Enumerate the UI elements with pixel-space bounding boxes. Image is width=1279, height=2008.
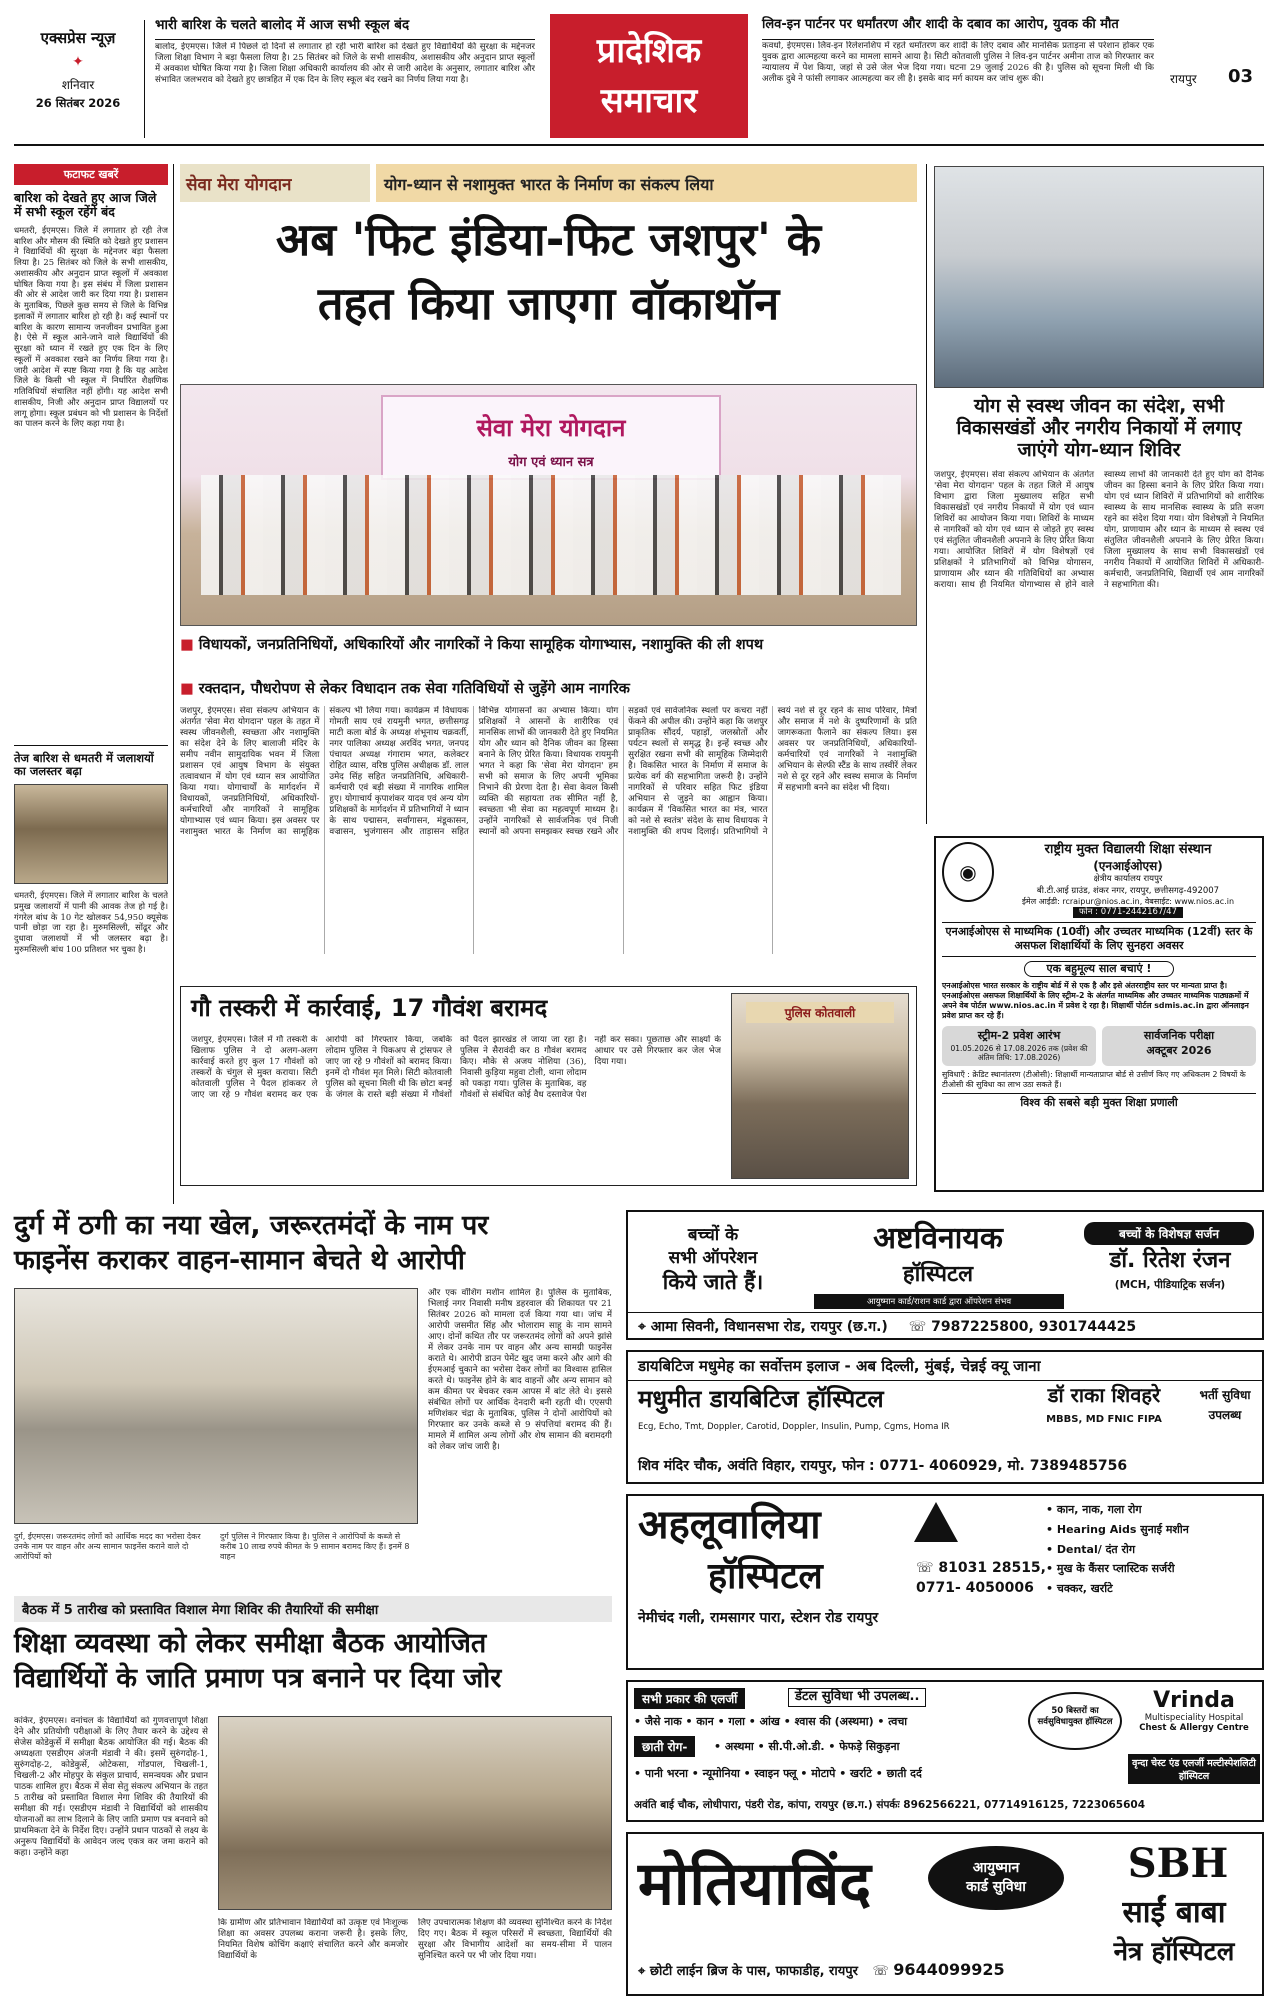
durg-caption-2: दुर्ग पुलिस ने गिरफ्तार किया है। पुलिस ने आरोपियों के कब्जे से करीब 10 लाख रुपये कीमत के 9 सामान बरामद किए हैं। इनमें 8 वाहन (220, 1532, 410, 1561)
nios-phone: फोन : 0771-2442167/47 (1073, 907, 1183, 918)
vrinda-hindi-name: वृन्दा चेस्ट एंड एलर्जी मल्टीस्पेशलिटी हॉस्पिटल (1128, 1754, 1260, 1784)
durg-story-body: और एक वॉशिंग मशीन शामिल है। पुलिस के मुताबिक, भिलाई नगर निवासी मनीष डहरवाल की शिकायत पर 21 सितंबर 2026 को मामला दर्ज किया गया था। जांच में आरोपी जसमीत सिंह और भोलाराम साहू के नाम सामने आए। दोनों कथित तौर पर जरूरतमंद लोगों को अपने झांसे में लेकर उनके नाम पर वाहन और अन्य सामग्री फाइनेंस कराते थे। आरोपी डाउन पेमेंट खुद जमा करने और आगे की ईएमआई चुकाने का भरोसा देकर लोगों का विश्वास हासिल करते थे। फाइनेंस होने के बाद वाहनों और अन्य सामान को कम कीमत पर बेचकर रकम आपस में बांट लेते थे। इससे संबंधित लोगों पर आर्थिक देनदारी बनी रहती थी। एएसपी मणिशंकर चंद्रा के मुताबिक, पुलिस ने दोनों आरोपियों को गिरफ्तार कर उनके कब्जे से 9 संपत्तियां बरामद की हैं। मामले में शामिल अन्य लोगों और शेष सामान की बरामदगी को लेकर जांच जारी है। (428, 1288, 612, 1452)
location-pin-icon: ⌖ (638, 1964, 650, 1979)
ahlu-address: नेमीचंद गली, रामसागर पारा, स्टेशन रोड रायपुर (638, 1610, 879, 1626)
edu-kicker: बैठक में 5 तारीख को प्रस्तावित विशाल मेगा शिविर की तैयारियों की समीक्षा (14, 1596, 612, 1622)
vrinda-line-2: • अस्थमा • सी.पी.ओ.डी. • फेफड़े सिकुड़ना (714, 1740, 900, 1753)
tag-seva: सेवा मेरा योगदान (180, 164, 370, 202)
nios-title: राष्ट्रीय मुक्त विद्यालयी शिक्षा संस्थान (1044, 842, 1212, 857)
ahlu-service: • कान, नाक, गला रोग (1046, 1503, 1142, 1516)
city-label: रायपुर (1170, 72, 1197, 86)
brand-name: एक्सप्रेस न्यूज़ (40, 29, 116, 47)
sidebar-label: फटाफट खबरें (14, 164, 168, 185)
nios-exam-box (1102, 1026, 1256, 1066)
ahlu-service: • Dental/ दंत रोग (1046, 1542, 1136, 1556)
sai-phone: 9644099925 (893, 1960, 1005, 1979)
arrest-photo (731, 993, 909, 1179)
ad-ashtavinayak (626, 1210, 1264, 1340)
stage-banner (381, 395, 721, 480)
ashta-footer (628, 1312, 1262, 1338)
madhu-bharti: भर्ती सुविधा (1199, 1388, 1251, 1402)
ashta-left-2: सभी ऑपरेशन (668, 1248, 758, 1268)
ahlu-logo-icon (914, 1502, 958, 1542)
dam-photo (14, 784, 168, 884)
top-left-headline: भारी बारिश के चलते बालोद में आज सभी स्कूल बंद (155, 17, 410, 33)
issue-date: 26 सितंबर 2026 (35, 96, 121, 110)
vrinda-sub: Multispeciality Hospital (1144, 1713, 1244, 1723)
top-right-body: कवर्धा, ईएमएस। लिव-इन रिलेशनशिप में रहते धर्मांतरण कर शादी के लिए दबाव और मानसिक प्रताड़ना से परेशान होकर एक युवक द्वारा आत्महत्या करने का मामला सामने आया है। सिटी कोतवाली पुलिस ने लिव-इन पार्टनर अमीना ताज को गिरफ्तार कर न्यायालय में पेश किया, जहां से उसे जेल भेज दिया गया। घटना 29 जुलाई 2026 की है। पुलिस को सूचना मिली थी कि अलीक दुबे ने फांसी लगाकर आत्महत्या कर ली है। इसके बाद मर्ग कायम कर जांच शुरू की। (762, 40, 1154, 84)
nios-details: एनआईओएस भारत सरकार के राष्ट्रीय बोर्ड में से एक है और इसे अंतरराष्ट्रीय स्तर पर मान्यता प्राप्त है। एनआईओएस असफल शिक्षार्थियों के लिए स्ट्रीम-2 के अंतर्गत माध्यमिक और उच्चतर माध्यमिक पाठ्यक्रमों में अपने वेब पोर्टल www.nios.ac.in में प्रवेश दे रहा है। शिक्षार्थी पोर्टल sdmis.ac.in द्वारा ऑनलाइन प्रवेश प्राप्त कर रहे हैं। (942, 980, 1249, 1021)
edu-headline-line1: शिक्षा व्यवस्था को लेकर समीक्षा बैठक आयोजित (14, 1628, 487, 1659)
vrinda-tag-allergy: सभी प्रकार की एलर्जी (634, 1688, 745, 1709)
ahlu-phone-1: ☏ 81031 28515, (916, 1560, 1046, 1576)
location-pin-icon: ⌖ (638, 1319, 651, 1335)
vrinda-name: Vrinda (1153, 1688, 1235, 1713)
nios-advertisement (934, 836, 1264, 1192)
sai-card-badge (928, 1846, 1064, 1910)
madhu-doctor: डॉ राका शिवहरे (1047, 1383, 1161, 1407)
section-title-box (550, 14, 748, 138)
ad-madhumeet (626, 1350, 1264, 1484)
bullet-square-icon: ■ (180, 637, 199, 653)
nios-stream-box (942, 1026, 1096, 1066)
sai-hospital-1: साईं बाबा (1122, 1895, 1226, 1930)
nios-footer: विश्व की सबसे बड़ी मुक्त शिक्षा प्रणाली (942, 1093, 1256, 1110)
ahlu-service: • मुख के कैंसर प्लास्टिक सर्जरी (1046, 1562, 1175, 1576)
edu-body-3: लिए उपचारात्मक शिक्षण की व्यवस्था सुनिश्चित करने के निर्देश दिए गए। बैठक में स्कूल परिसरों में स्वच्छता, विद्यार्थियों की सुरक्षा और विभागीय आदेशों का समय-सीमा में पालन सुनिश्चित करने पर भी जोर दिया गया। (418, 1918, 612, 1961)
sai-cataract: मोतियाबिंद (638, 1849, 872, 1919)
vrinda-line-1: • जैसे नाक • कान • गला • आंख • श्वास की (अस्थमा) • त्वचा (634, 1715, 908, 1728)
phone-icon: ☏ (872, 1964, 894, 1979)
sai-footer (638, 1960, 1078, 1979)
sidebar-headline-1: बारिश को देखते हुए आज जिले में सभी स्कूल रहेंगे बंद (14, 190, 157, 220)
bullet-2-text: रक्तदान, पौधरोपण से लेकर विधादान तक सेवा गतिविधियों से जुड़ेंगे आम नागरिक (198, 681, 630, 697)
ashta-strip: आयुष्मान कार्ड/राशन कार्ड द्वारा ऑपरेशन संभव (814, 1294, 1064, 1309)
education-story (14, 1596, 612, 1996)
top-right-story (762, 18, 1154, 138)
top-left-story (155, 18, 535, 138)
sai-card-2: कार्ड सुविधा (966, 1879, 1026, 1895)
top-left-body: बालोद, ईएमएस। जिले में पिछले दो दिनों से लगातार हो रही भारी बारिश को देखते हुए विद्यार्थियों की सुरक्षा के मद्देनजर जिला शिक्षा विभाग ने बड़ा फैसला लिया है। 25 सितंबर को जिले के सभी शासकीय, अशासकीय और अनुदान प्राप्त स्कूलों में अवकाश घोषित किया गया है। जिला शिक्षा अधिकारी कार्यालय की ओर से जारी आदेश के अनुसार, लगातार बारिश और संभावित जलभराव को देखते हुए छात्रहित में एक दिन के लिए स्कूल बंद रखने का निर्णय लिया गया है। (155, 41, 535, 85)
nios-title-abbr: (एनआईओएस) (1093, 858, 1163, 873)
nios-stream-dates: 01.05.2026 से 17.08.2026 तक (प्रवेश की अंतिम तिथि: 17.08.2026) (950, 1043, 1088, 1063)
ad-vrinda (626, 1680, 1264, 1822)
phone-icon: ☏ (908, 1319, 932, 1335)
vrinda-logo (1128, 1688, 1260, 1733)
madhu-avail: उपलब्ध (1208, 1408, 1242, 1422)
durg-story (14, 1210, 612, 1590)
ashta-left-text (638, 1222, 788, 1296)
banner-title: सेवा मेरा योगदान (476, 414, 626, 442)
sai-address: छोटी लाईन ब्रिज के पास, फाफाडीह, रायपुर (649, 1964, 858, 1979)
brand-ornament-icon: ✦ (72, 54, 84, 70)
durg-headline-line1: दुर्ग में ठगी का नया खेल, जरूरतमंदों के नाम पर (14, 1210, 489, 1241)
main-story (180, 164, 917, 980)
main-headline-line2: तहत किया जाएगा वॉकाथॉन (317, 277, 780, 330)
vrinda-tag-dental: डेंटल सुविधा भी उपलब्ध.. (788, 1688, 926, 1707)
vrinda-beds: 50 बिस्तरों का सर्वसुविधायुक्त हॉस्पिटल (1028, 1692, 1122, 1750)
edu-body-2: कि ग्रामीण और प्रतिभावान विद्यार्थियों को उत्कृष्ट एवं निःशुल्क शिक्षा का अवसर उपलब्ध कराना जरूरी है। इसके लिए, नियमित विशेष कोचिंग कक्षाएं संचालित करने और कमजोर विद्यार्थियों के (218, 1918, 408, 1961)
nios-exam: सार्वजनिक परीक्षा (1143, 1029, 1215, 1043)
cow-story-headline: गौ तस्करी में कार्रवाई, 17 गौवंश बरामद (191, 994, 548, 1022)
ashta-left-1: बच्चों के (687, 1225, 739, 1245)
sai-hospital-2: नेत्र हॉस्पिटल (1113, 1937, 1235, 1967)
ahlu-phone-2: 0771- 4050006 (916, 1580, 1034, 1596)
durg-caption-1: दुर्ग, ईएमएस। जरूरतमंद लोगों को आर्थिक मदद का भरोसा देकर उनके नाम पर वाहन और अन्य सामान फाइनेंस कराने वाले दो आरोपियों को (14, 1532, 201, 1561)
right-story-body: जशपुर, ईएमएस। सेवा संकल्प अभियान के अंतर्गत 'सेवा मेरा योगदान' पहल के तहत जिले में आयुष विभाग द्वारा जिला मुख्यालय सहित सभी विकासखंडों एवं नगरीय निकायों में योग एवं ध्यान शिविरों का आयोजन किया गया। शिविरों के माध्यम से नागरिकों को योग एवं ध्यान से जोड़ते हुए स्वस्थ एवं संतुलित जीवनशैली अपनाने के लिए प्रेरित किया गया। आयोजित शिविरों में योग विशेषज्ञों एवं प्रशिक्षकों ने प्रतिभागियों को विभिन्न योगासन, प्राणायाम और ध्यान की गतिविधियों का अभ्यास कराया। साथ ही नियमित योगाभ्यास से होने वाले स्वास्थ्य लाभों की जानकारी देते हुए योग को दैनिक जीवन का हिस्सा बनाने के लिए प्रेरित किया गया। योग एवं ध्यान शिविरों में प्रतिभागियों को शारीरिक स्वास्थ्य के साथ मानसिक स्वास्थ्य के प्रति सजग रहने का संदेश दिया गया। योग विशेषज्ञों ने नियमित योग, प्राणायाम और ध्यान के माध्यम से स्वस्थ एवं संतुलित जीवनशैली अपनाने के लिए प्रेरित किया। जिला मुख्यालय के साथ सभी विकासखंडों एवं नगरीय निकायों में आयोजित शिविरों में अधिकारी-कर्मचारी, जनप्रतिनिधि, विद्यार्थी एवं आम नागरिकों ने सहभागिता की। (934, 469, 1264, 590)
banner-subtitle: योग एवं ध्यान सत्र (508, 455, 594, 470)
ashta-name: अष्टविनायक (873, 1221, 1003, 1256)
ashta-badge: बच्चों के विशेषज्ञ सर्जन (1084, 1222, 1254, 1245)
nios-logo-icon: ◉ (942, 842, 994, 902)
nios-exam-date: अक्टूबर 2026 (1146, 1043, 1212, 1057)
ahlu-service: • चक्कर, खर्राटे (1046, 1582, 1113, 1596)
ad-saibaba (626, 1832, 1264, 1996)
nios-email: ईमेल आईडी: rcraipur@nios.ac.in, वेबसाईट: www.nios.ac.in (1021, 896, 1235, 906)
review-meeting-photo (218, 1716, 612, 1910)
durg-headline-line2: फाइनेंस कराकर वाहन-सामान बेचते थे आरोपी (14, 1245, 465, 1277)
madhu-address: शिव मंदिर चौक, अवंति विहार, रायपुर, फोन : 0771- 4060929, मो. 7389485756 (638, 1458, 1128, 1474)
vrinda-tag-chest: छाती रोग- (634, 1736, 695, 1757)
seized-vehicles-photo (14, 1288, 418, 1524)
cow-story-body: जशपुर, ईएमएस। जिले में गौ तस्करी के खिलाफ पुलिस ने दो अलग-अलग कार्रवाई करते हुए कुल 17 गौवंशों को तस्करों के चंगुल से मुक्त कराया। सिटी कोतवाली पुलिस ने पैदल हांककर ले जाए जा रहे 9 गौवंश बरामद कर एक आरोपी को गिरफ्तार किया, जबकि लोदाम पुलिस ने पिकअप से ट्रांसफर ले जाए जा रहे 9 गौवंशों को बरामद किया। इनमें दो गौवंश मृत मिले। सिटी कोतवाली पुलिस को सूचना मिली थी कि छोटा बनई के जंगल के रास्ते बड़ी संख्या में गौवंशों को पैदल झारखंड ले जाया जा रहा है। पुलिस ने सैरावंदी कर 8 गौवंश बरामद किए। मौके से अजय नोशिया (36), निवासी कुड़िया महुवा टोली, थाना लोदाम को पकड़ा गया। पुलिस के मुताबिक, वह गौवंशों से संबंधित कोई वैध दस्तावेज पेश नहीं कर सका। पूछताछ और साक्ष्यों के आधार पर उसे गिरफ्तार कर जेल भेज दिया गया। (191, 1035, 721, 1100)
sai-logo: SBH (1127, 1840, 1229, 1887)
right-yoga-story (934, 166, 1264, 822)
nios-chance: एक बहुमूल्य साल बचाएं ! (1024, 961, 1174, 977)
madhu-top: डायबिटिज मधुमेह का सर्वोत्तम इलाज - अब दिल्ली, मुंबई, चेन्नई क्यू जाना (628, 1352, 1262, 1381)
bullet-2 (180, 678, 917, 700)
bullet-square-icon: ■ (180, 681, 199, 697)
madhu-degree: MBBS, MD FNIC FIPA (1046, 1414, 1162, 1425)
issue-day: शनिवार (61, 78, 95, 92)
participants-row (201, 475, 901, 595)
phone-icon: ☏ (916, 1560, 939, 1576)
masthead (0, 0, 1279, 145)
brand-block (18, 18, 138, 128)
cow-smuggling-story (180, 986, 917, 1186)
bullet-1-text: विधायकों, जनप्रतिनिधियों, अधिकारियों और नागरिकों ने किया सामूहिक योगाभ्यास, नशामुक्ति की ली शपथ (198, 637, 764, 653)
ashta-doctor: डॉ. रितेश रंजन (1109, 1248, 1231, 1273)
nios-office: क्षेत्रीय कार्यालय रायपुर (1093, 874, 1163, 885)
vrinda-line-3: • पानी भरना • न्यूमोनिया • स्वाइन फ्लू • मोटापे • खर्राटे • छाती दर्द (634, 1767, 922, 1780)
edu-body-1: कांकेर, ईएमएस। वनांचल के विद्यार्थियों को गुणवत्तापूर्ण शिक्षा देने और प्रतियोगी परीक्षाओं के लिए तैयार करने के उद्देश्य से सेजेस कोडेकुर्से में समीक्षा बैठक आयोजित की गई। बैठक की अध्यक्षता एसडीएम अंजनी मंडावी ने की। इसमें सुरुंगदोह-1, सुरुंगदोह-2, कोडेकुर्से, ओटेकसा, गोंडपाल, चिखली-1, चिखली-2 और मोहपुर के संकुल प्राचार्य, समन्वयक और प्रधान पाठक शामिल हुए। बैठक में सेवा सेतु संकल्प अभियान के तहत 5 तारीख को प्रस्तावित विशाल मेगा शिविर की तैयारियों की समीक्षा की गई। एसडीएम मंडावी ने विद्यार्थियों को शासकीय योजनाओं का लाभ दिलाने के लिए जाति प्रमाण पत्र बनवाने को प्राथमिकता देने के निर्देश दिए। उन्होंने प्रधान पाठकों से लक्ष्य के अनुरूप विद्यार्थियों के आवेदन जल्द एकत्र कर जमा कराने को कहा। उन्होंने कहा (14, 1716, 208, 1858)
ashta-name-2: हॉस्पिटल (902, 1262, 974, 1287)
sidebar-headline-2: तेज बारिश से धमतरी में जलाशयों का जलस्तर बढ़ा (14, 750, 154, 778)
ashta-address: आमा सिवनी, विधानसभा रोड, रायपुर (छ.ग.) (650, 1319, 888, 1335)
page-number: 03 (1228, 66, 1254, 87)
ashta-left-3: किये जाते हैं। (662, 1270, 764, 1294)
right-story-headline: योग से स्वस्थ जीवन का संदेश, सभी विकासखंडों और नगरीय निकायों में लगाए जाएंगे योग-ध्यान शिविर (956, 395, 1242, 461)
sai-card-1: आयुष्मान (972, 1860, 1020, 1876)
section-title-line1: प्रादेशिक (596, 31, 702, 71)
yoga-camp-photo (934, 166, 1264, 388)
nios-note: सुविधाएँ : क्रेडिट स्थानांतरण (टीओसी): शिक्षार्थी मान्यताप्राप्त बोर्ड से उत्तीर्ण किए गए अधिकतम 2 विषयों के टीओसी की सुविधा का लाभ उठा सकते हैं। (942, 1070, 1246, 1090)
ahlu-services (1046, 1500, 1262, 1599)
ahlu-service: • Hearing Aids सुनाई मशीन (1046, 1522, 1189, 1536)
section-title-line2: समाचार (600, 81, 698, 121)
ashta-phone: 7987225800, 9301744425 (931, 1319, 1137, 1335)
nios-address: बी.टी.आई ग्राउंड, शंकर नगर, रायपुर, छत्तीसगढ़-492007 (1036, 885, 1220, 896)
madhu-name: मधुमीत डायबिटिज हॉस्पिटल (638, 1385, 884, 1413)
ahlu-name-2: हॉस्पिटल (708, 1556, 823, 1597)
top-right-headline: लिव-इन पार्टनर पर धर्मांतरण और शादी के दबाव का आरोप, युवक की मौत (762, 17, 1119, 32)
yoga-event-photo (180, 384, 917, 626)
nios-offer: एनआईओएस से माध्यमिक (10वीं) और उच्चतर माध्यमिक (12वीं) स्तर के असफल शिक्षार्थियों के लिए सुनहरा अवसर (942, 922, 1256, 957)
main-headline-line1: अब 'फिट इंडिया-फिट जशपुर' के (275, 213, 822, 266)
madhu-tests: Ecg, Echo, Tmt, Doppler, Carotid, Doppler, Insulin, Pump, Cgms, Homa IR (638, 1422, 950, 1432)
vrinda-address: अवंति बाई चौक, लोधीपारा, पंडरी रोड, कांपा, रायपुर (छ.ग.) संपर्कः 8962566221, 07714916125, 7223065604 (634, 1799, 1146, 1811)
tag-yoga: योग-ध्यान से नशामुक्त भारत के निर्माण का संकल्प लिया (376, 164, 917, 202)
ahlu-name: अहलूवालिया (638, 1502, 821, 1548)
main-story-body: जशपुर, ईएमएस। सेवा संकल्प अभियान के अंतर्गत 'सेवा मेरा योगदान' पहल के तहत में स्वस्थ जीवनशैली, स्वच्छता और नशामुक्ति का संदेश देने के लिए बालाजी मंदिर के समीप नवीन सामुदायिक भवन में जिला प्रशासन एवं आयुष विभाग के संयुक्त तत्वावधान में योग एवं ध्यान सत्र आयोजित किया गया। योगाचार्यों के मार्गदर्शन में विधायकों, जनप्रतिनिधियों, अधिकारियों-कर्मचारियों और नागरिकों ने सामूहिक योगाभ्यास एवं ध्यान किया। इस अवसर पर नशामुक्त भारत के निर्माण का सामूहिक संकल्प भी लिया गया। कार्यक्रम में विधायक गोमती साय एवं रायमुनी भगत, छत्तीसगढ़ माटी कला बोर्ड के अध्यक्ष शंभूनाथ चक्रवर्ती, नगर पालिका अध्यक्ष अरविंद भगत, जनपद पंचायत अध्यक्ष गंगाराम भगत, कलेक्टर रोहित व्यास, वरिष्ठ पुलिस अधीक्षक डॉ. लाल उमेद सिंह सहित जनप्रतिनिधि, अधिकारी-कर्मचारी एवं बड़ी संख्या में नागरिक शामिल हुए। योगाचार्य कृपाशंकर यादव एवं अन्य योग प्रशिक्षकों के मार्गदर्शन में प्रतिभागियों ने ध्यान के साथ पद्मासन, सर्वांगासन, मंडूकासन, वज्रासन, भुजंगासन और ताड़ासन सहित विभिन्न योगासनों का अभ्यास किया। योग प्रशिक्षकों ने आसनों के शारीरिक एवं मानसिक लाभों की जानकारी देते हुए नियमित योग और ध्यान को दैनिक जीवन का हिस्सा बनाने के लिए प्रेरित किया। विधायक रायमुनी भगत ने कहा कि 'सेवा मेरा योगदान' हम सभी को समाज के लिए अपनी भूमिका निभाने की प्रेरणा देता है। सेवा केवल किसी व्यक्ति की सहायता तक सीमित नहीं है, स्वच्छता भी सेवा का महत्वपूर्ण माध्यम है। उन्होंने नागरिकों से सार्वजनिक एवं निजी स्थानों को अपना समझकर स्वच्छ रखने और सड़कों एवं सार्वजनिक स्थलों पर कचरा नहीं फेंकने की अपील की। उन्होंने कहा कि जशपुर प्राकृतिक सौंदर्य, पहाड़ों, जलस्रोतों और पर्यटन स्थलों से समृद्ध है। इन्हें स्वच्छ और सुरक्षित रखना सभी की सामूहिक जिम्मेदारी है। विकसित भारत के निर्माण में समाज के प्रत्येक वर्ग की सहभागिता जरूरी है। उन्होंने नागरिकों से परिवार सहित फिट इंडिया अभियान से जुड़ने का आह्वान किया। कार्यक्रम में 'विकसित भारत का मंत्र, भारत को नशे से स्वतंत्र' संदेश के साथ विधायक ने नशामुक्ति की शपथ दिलाई। प्रतिभागियों ने स्वयं नशे से दूर रहने के साथ परिवार, मित्रों और समाज में नशे के दुष्परिणामों के प्रति जागरूकता फैलाने का संकल्प लिया। इस अवसर पर जनप्रतिनिधियों, अधिकारियों-कर्मचारियों एवं नागरिकों ने नशामुक्ति अभियान के सेल्फी स्टैंड के साथ तस्वीरें लेकर नशे से दूर रहने और स्वस्थ समाज के निर्माण में सहभागी बनने का संदेश भी दिया। (180, 706, 917, 837)
vrinda-sub2: Chest & Allergy Centre (1139, 1723, 1249, 1733)
ad-ahluwalia (626, 1494, 1264, 1670)
sidebar-body-1: धमतरी, ईएमएस। जिले में लगातार हो रही तेज बारिश और मौसम की स्थिति को देखते हुए प्रशासन ने विद्यार्थियों की सुरक्षा के मद्देनजर बड़ा फैसला लिया है। 25 सितंबर को जिले के सभी शासकीय, अशासकीय और अनुदान प्राप्त स्कूलों में अवकाश घोषित किया गया है। इस संबंध में जिला प्रशासन की ओर से आदेश जारी कर दिया गया है। प्रशासन के मुताबिक, पिछले कुछ समय से जिले के विभिन्न इलाकों में लगातार बारिश हो रही है। कई स्थानों पर बारिश के कारण सामान्य जनजीवन प्रभावित हुआ है। ऐसे में स्कूल आने-जाने वाले विद्यार्थियों की सुरक्षा को ध्यान में रखते हुए एक दिन के लिए स्कूलों में अवकाश रखने का निर्णय लिया गया है। जारी आदेश में स्पष्ट किया गया है कि यह आदेश जिले के किसी भी स्कूल में निर्धारित शैक्षणिक गतिविधियों संचालित नहीं होंगी। यह आदेश सभी शासकीय, निजी और अनुदान प्राप्त विद्यालयों पर लागू होगा। स्कूल प्रबंधन को भी प्रशासन के निर्देशों का पालन करने के लिए कहा गया है। (14, 224, 168, 429)
sidebar-body-2: धमतरी, ईएमएस। जिले में लगातार बारिश के चलते प्रमुख जलाशयों में पानी की आवक तेज हो गई है। गंगरेल बांध के 10 गेट खोलकर 54,950 क्यूसेक पानी छोड़ा जा रहा है। मुरुमसिल्ली, सोंढूर और दुधावा जलाशयों में भी जलस्तर बढ़ा है। मुरुमसिल्ली बांध 100 प्रतिशत भर चुका है। (14, 890, 168, 954)
edu-headline-line2: विद्यार्थियों के जाति प्रमाण पत्र बनाने पर दिया जोर (14, 1663, 502, 1695)
nios-stream: स्ट्रीम-2 प्रवेश आरंभ (977, 1029, 1061, 1043)
police-station-sign: पुलिस कोतवाली (746, 1002, 894, 1023)
ashta-degree: (MCH, पीडियाट्रिक सर्जन) (1114, 1279, 1226, 1291)
bullet-1 (180, 636, 917, 680)
